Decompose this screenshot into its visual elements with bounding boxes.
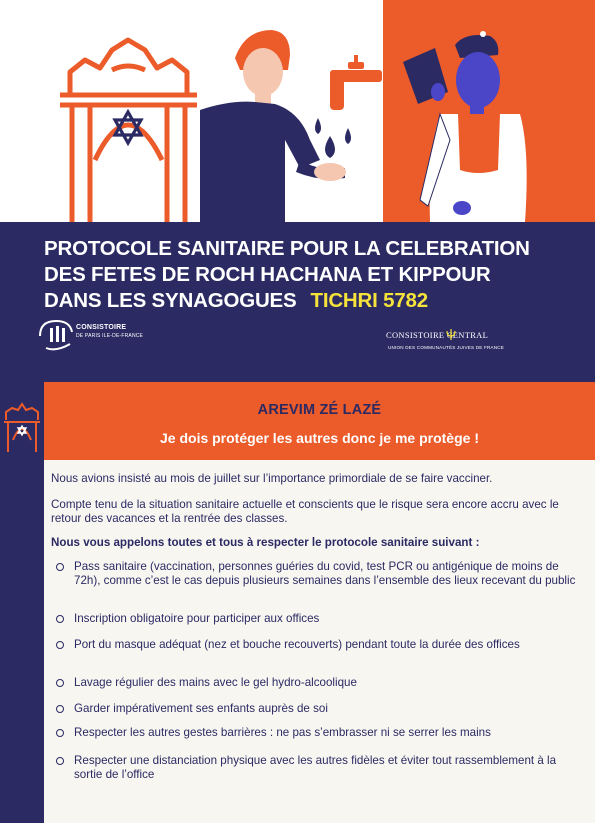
title-line-3-text: DANS LES SYNAGOGUES — [44, 289, 297, 312]
water-drop-icon — [315, 118, 351, 158]
list-item-text: Lavage régulier des mains avec le gel hydro-alcoolique — [74, 676, 357, 689]
title-line-3 — [44, 288, 564, 314]
person-reading-icon — [403, 31, 527, 222]
bullet-icon — [56, 641, 64, 649]
small-synagogue-icon — [0, 396, 44, 456]
list-item-text: Port du masque adéquat (nez et bouche recouverts) pendant toute la durée des offices — [74, 638, 520, 651]
list-item-text: Pass sanitaire (vaccination, personnes guéries du covid, test PCR ou antigénique de moins de 72h), comme c’est le cas depuis plusieurs semaines dans l’ensemble des lieux recevant du public — [74, 560, 576, 587]
title-line-1: PROTOCOLE SANITAIRE POUR LA CELEBRATION — [44, 237, 530, 260]
paragraph-call: Nous vous appelons toutes et tous à respecter le protocole sanitaire suivant : — [51, 536, 480, 549]
bullet-icon — [56, 729, 64, 737]
list-item-text: Respecter une distanciation physique avec les autres fidèles et éviter tout rassemblement à la sortie de l’office — [74, 754, 557, 781]
faucet-icon — [330, 55, 382, 110]
hero-illustration — [0, 0, 595, 222]
hero-artwork — [0, 0, 595, 222]
bullet-icon — [56, 563, 64, 571]
bullet-icon — [56, 679, 64, 687]
list-item-text: Garder impérativement ses enfants auprès de soi — [74, 702, 328, 715]
list-item-text: Inscription obligatoire pour participer aux offices — [74, 612, 320, 625]
consistoire-central-logo — [386, 330, 536, 358]
slogan-banner — [44, 382, 595, 460]
logo-right-name: CONSISTOIRE CENTRAL — [386, 330, 489, 340]
bullet-icon — [56, 705, 64, 713]
bullet-icon — [56, 615, 64, 623]
bullet-icon — [56, 757, 64, 765]
banner-heading: AREVIM ZÉ LAZÉ — [257, 402, 382, 418]
logo-left-line-1: CONSISTOIRE — [76, 324, 127, 331]
person-washing-hands-icon — [200, 30, 346, 222]
left-decor-strip — [0, 382, 44, 823]
menorah-icon — [446, 327, 456, 341]
logo-right-subtitle: UNION DES COMMUNAUTÉS JUIVES DE FRANCE — [388, 345, 505, 350]
list-item-text: Respecter les autres gestes barrières : ne pas s’embrasser ni se serrer les mains — [74, 726, 491, 739]
synagogue-icon — [60, 40, 197, 222]
banner-slogan: Je dois protéger les autres donc je me protège ! — [160, 430, 479, 446]
paragraph-vaccination: Nous avions insisté au mois de juillet sur l’importance primordiale de se faire vacciner. — [51, 472, 493, 485]
content-panel — [44, 460, 595, 823]
paragraph-context: Compte tenu de la situation sanitaire actuelle et conscients que le risque sera encore accru avec le retour des vacances et la rentrée des classes. — [51, 498, 559, 525]
page-title — [44, 236, 564, 314]
consistoire-emblem-icon — [36, 316, 76, 356]
title-line-2: DES FETES DE ROCH HACHANA ET KIPPOUR — [44, 263, 491, 286]
logo-left-line-2: DE PARIS ILE-DE-FRANCE — [76, 333, 144, 339]
tichri-highlight: TICHRI 5782 — [310, 289, 428, 312]
consistoire-paris-logo — [36, 316, 146, 356]
